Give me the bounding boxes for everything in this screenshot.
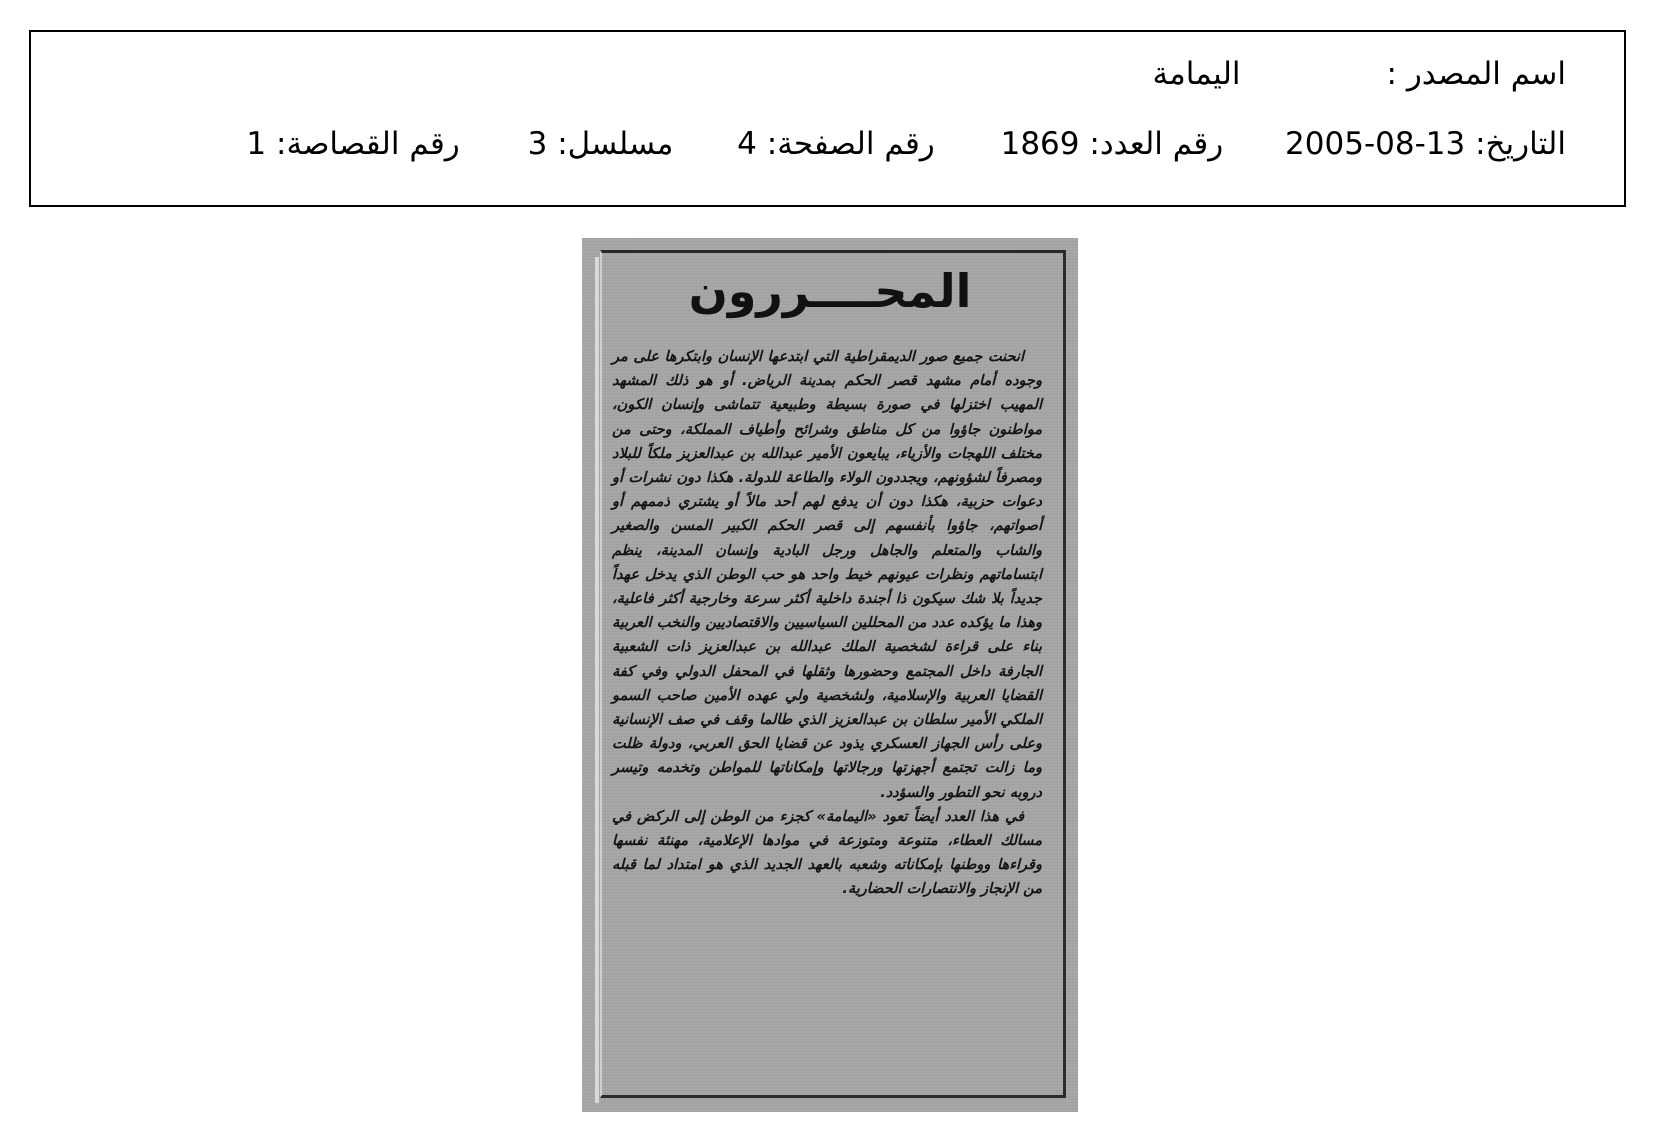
date-value: 2005-08-13 [1285, 126, 1466, 162]
clipping-paragraph: انحنت جميع صور الديمقراطية التي ابتدعها الإنسان وابتكرها على مر وجوده أمام مشهد قصر الحكم بمدينة الرياض. أو هو ذلك المشهد المهيب اختزلها في صورة بسيطة وطبيعية تتماشى وإنسان الكون، مواطنون جاؤوا من كل مناطق وشرائح وأطياف المملكة، وحتى من مختلف اللهجات والأزياء، يبايعون الأمير عبدالله بن عبدالعزيز ملكاً للبلاد ومصرفاً لشؤونهم، ويجددون الولاء والطاعة للدولة. هكذا دون نشرات أو دعوات حزبية، هكذا دون أن يدفع لهم أحد مالاً أو يشتري ذممهم أو أصواتهم، جاؤوا بأنفسهم إلى قصر الحكم الكبير المسن والصغير والشاب والمتعلم والجاهل ورجل البادية وإنسان المدينة، ينظم ابتساماتهم ونظرات عيونهم خيط واحد هو حب الوطن الذي يدخل عهداً جديداً بلا شك سيكون ذا أجندة داخلية أكثر سرعة وخارجية أكثر فاعلية، وهذا ما يؤكده عدد من المحللين السياسيين والاقتصاديين والنخب العربية بناء على قراءة لشخصية الملك عبدالله بن عبدالعزيز ذات الشعبية الجارفة داخل المجتمع وحضورها وثقلها في المحفل الدولي وفي كفة القضايا العربية والإسلامية، ولشخصية ولي عهده الأمين صاحب السمو الملكي الأمير سلطان بن عبدالعزيز الذي طالما وقف في صف الإنسانية وعلى رأس الجهاز العسكري يذود عن قضايا الحق العربي، ودولة ظلت وما زالت تجتمع أجهزتها ورجالاتها وإمكاناتها للمواطن وتخدمه وتيسر دروبه نحو التطور والسؤدد. [612, 349, 1042, 801]
source-info-box [29, 30, 1626, 207]
serial-field [528, 124, 674, 164]
clipping-paragraph: في هذا العدد أيضاً تعود «اليمامة» كجزء من الوطن إلى الركض في مسالك العطاء، متنوعة ومتوزعة في موادها الإعلامية، مهنئة نفسها وقراءها ووطنها بإمكاناته وشعبه بالعهد الجديد الذي هو امتداد لما قبله من الإنجاز والانتصارات الحضارية. [612, 808, 1042, 898]
source-value: اليمامة [1152, 56, 1241, 92]
source-row [1153, 54, 1567, 94]
date-label: التاريخ: [1475, 126, 1566, 162]
source-label: اسم المصدر : [1386, 56, 1566, 92]
clipping-body [612, 345, 1042, 902]
clip-label: رقم القصاصة: [276, 126, 460, 162]
serial-value: 3 [527, 126, 548, 162]
page-label: رقم الصفحة: [766, 126, 935, 162]
page-value: 4 [737, 126, 757, 162]
issue-details-row [246, 124, 1566, 164]
clip-value: 1 [246, 126, 267, 162]
date-field [1285, 124, 1566, 164]
clip-field [246, 124, 459, 164]
serial-label: مسلسل: [557, 126, 674, 162]
issue-field [1001, 124, 1224, 164]
source-field [1153, 54, 1567, 94]
clipping-title: المحــــررون [688, 264, 972, 318]
issue-value: 1869 [1000, 126, 1080, 162]
issue-label: رقم العدد: [1089, 126, 1224, 162]
page-field [737, 124, 935, 164]
newspaper-clipping [582, 238, 1078, 1112]
